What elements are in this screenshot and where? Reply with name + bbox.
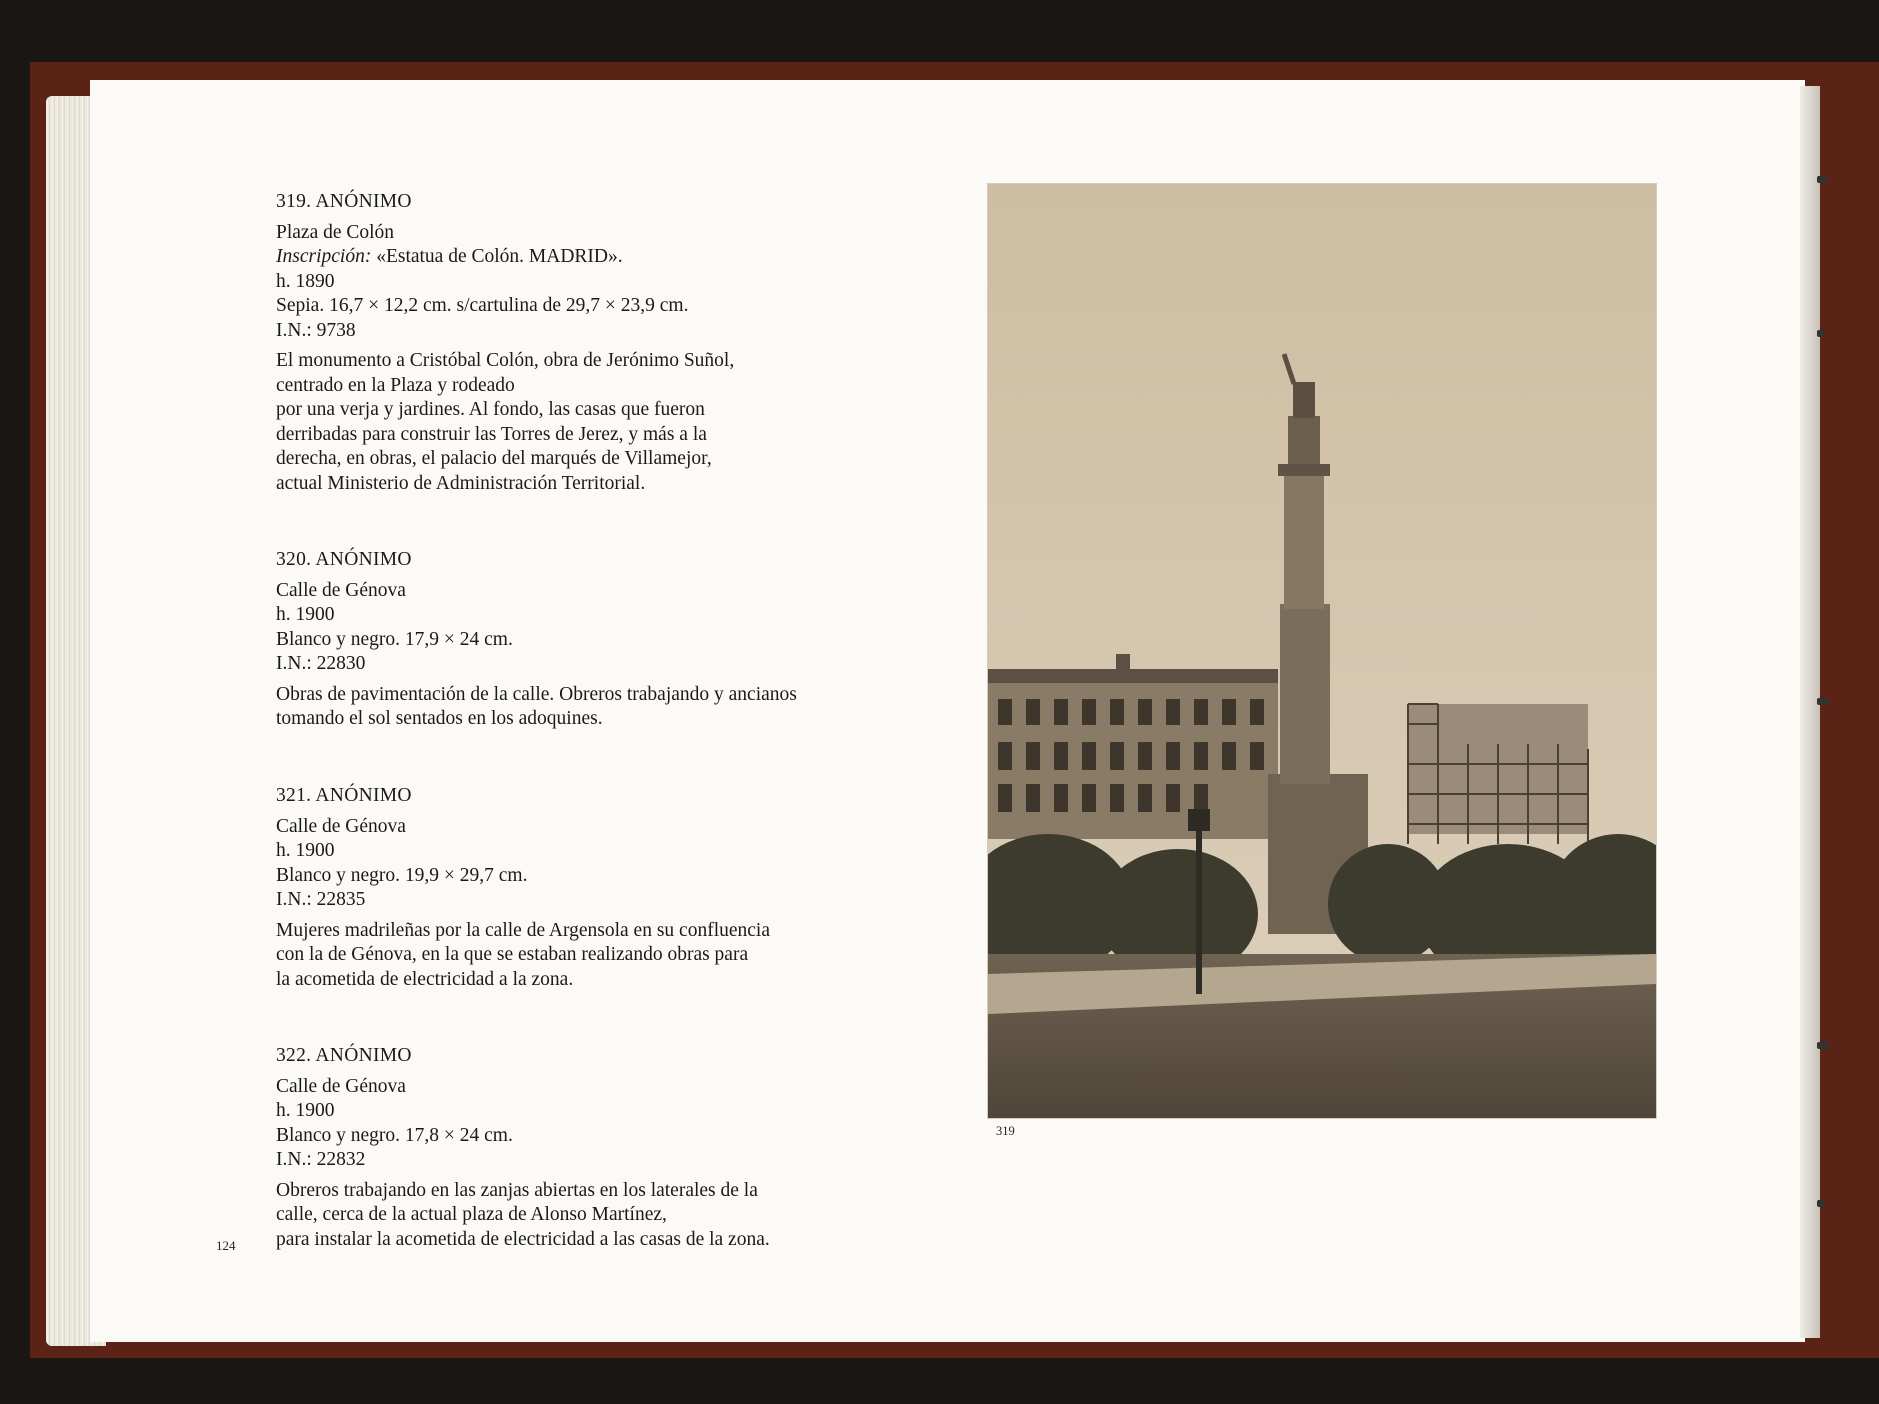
entry-description — [276, 1179, 976, 1253]
entry-title: Plaza de Colón — [276, 221, 395, 243]
entry-technique: Blanco y negro. 17,8 × 24 cm. — [276, 1124, 513, 1146]
page-tab-mark — [1817, 176, 1827, 183]
inscription-text: «Estatua de Colón. MADRID». — [371, 246, 623, 267]
photograph-plaza-de-colon — [988, 184, 1656, 1118]
photo-building-left — [988, 654, 1278, 839]
entry-date: h. 1900 — [276, 604, 335, 625]
description-line: centrado en la Plaza y rodeado — [276, 374, 515, 396]
entry-heading: 320. ANÓNIMO — [276, 549, 412, 570]
description-line: con la de Génova, en la que se estaban realizando obras para — [276, 944, 749, 965]
description-line: Obreros trabajando en las zanjas abiertas en los laterales de la — [276, 1179, 758, 1201]
entry-inventory: I.N.: 22832 — [276, 1149, 366, 1170]
catalog-entry-322 — [276, 1044, 976, 1252]
page-tab-mark — [1817, 698, 1829, 705]
entry-inventory: I.N.: 9738 — [276, 319, 356, 341]
photo-caption: 319 — [996, 1124, 1015, 1138]
entry-date: h. 1900 — [276, 840, 335, 861]
entry-inventory: I.N.: 22830 — [276, 653, 366, 674]
entry-description — [276, 919, 976, 993]
entry-date: h. 1900 — [276, 1100, 335, 1121]
page-tab-mark — [1817, 330, 1824, 337]
description-line: por una verja y jardines. Al fondo, las casas que fueron — [276, 399, 705, 420]
description-line: Mujeres madrileñas por la calle de Argensola en su confluencia — [276, 919, 771, 941]
catalog-entry-320 — [276, 548, 976, 732]
entry-technique: Blanco y negro. 19,9 × 29,7 cm. — [276, 864, 528, 886]
page-number: 124 — [216, 1238, 236, 1253]
description-line: derecha, en obras, el palacio del marqués de Villamejor, — [276, 448, 712, 469]
entry-inventory: I.N.: 22835 — [276, 889, 366, 910]
description-line: calle, cerca de la actual plaza de Alonso Martínez, — [276, 1204, 667, 1225]
entry-description — [276, 349, 976, 496]
photo-scaffolding — [1408, 704, 1588, 844]
entry-heading: 319. ANÓNIMO — [276, 191, 412, 212]
entry-description — [276, 683, 976, 732]
photo-illustration — [988, 184, 1656, 1118]
entry-heading: 322. ANÓNIMO — [276, 1045, 412, 1066]
description-line: tomando el sol sentados en los adoquines. — [276, 708, 603, 729]
entry-title: Calle de Génova — [276, 1075, 406, 1097]
description-line: actual Ministerio de Administración Territorial. — [276, 472, 646, 494]
page-gutter-edge — [1800, 86, 1820, 1338]
description-line: derribadas para construir las Torres de Jerez, y más a la — [276, 423, 707, 445]
entry-technique: Sepia. 16,7 × 12,2 cm. s/cartulina de 29,7 × 23,9 cm. — [276, 295, 689, 316]
entry-date: h. 1890 — [276, 270, 335, 292]
description-line: para instalar la acometida de electricidad a las casas de la zona. — [276, 1228, 770, 1250]
page-tab-mark — [1817, 1042, 1829, 1049]
catalog-entry-319 — [276, 190, 976, 496]
inscription-label: Inscripción: — [276, 246, 372, 267]
description-line: El monumento a Cristóbal Colón, obra de Jerónimo Suñol, — [276, 350, 735, 371]
entry-title: Calle de Génova — [276, 579, 406, 601]
entry-technique: Blanco y negro. 17,9 × 24 cm. — [276, 628, 513, 650]
description-line: Obras de pavimentación de la calle. Obreros trabajando y ancianos — [276, 683, 797, 705]
entry-heading: 321. ANÓNIMO — [276, 785, 412, 806]
entry-title: Calle de Génova — [276, 815, 406, 837]
catalog-entry-321 — [276, 784, 976, 992]
description-line: la acometida de electricidad a la zona. — [276, 968, 574, 990]
page-tab-mark — [1817, 1200, 1825, 1207]
entry-inscription — [276, 245, 976, 270]
